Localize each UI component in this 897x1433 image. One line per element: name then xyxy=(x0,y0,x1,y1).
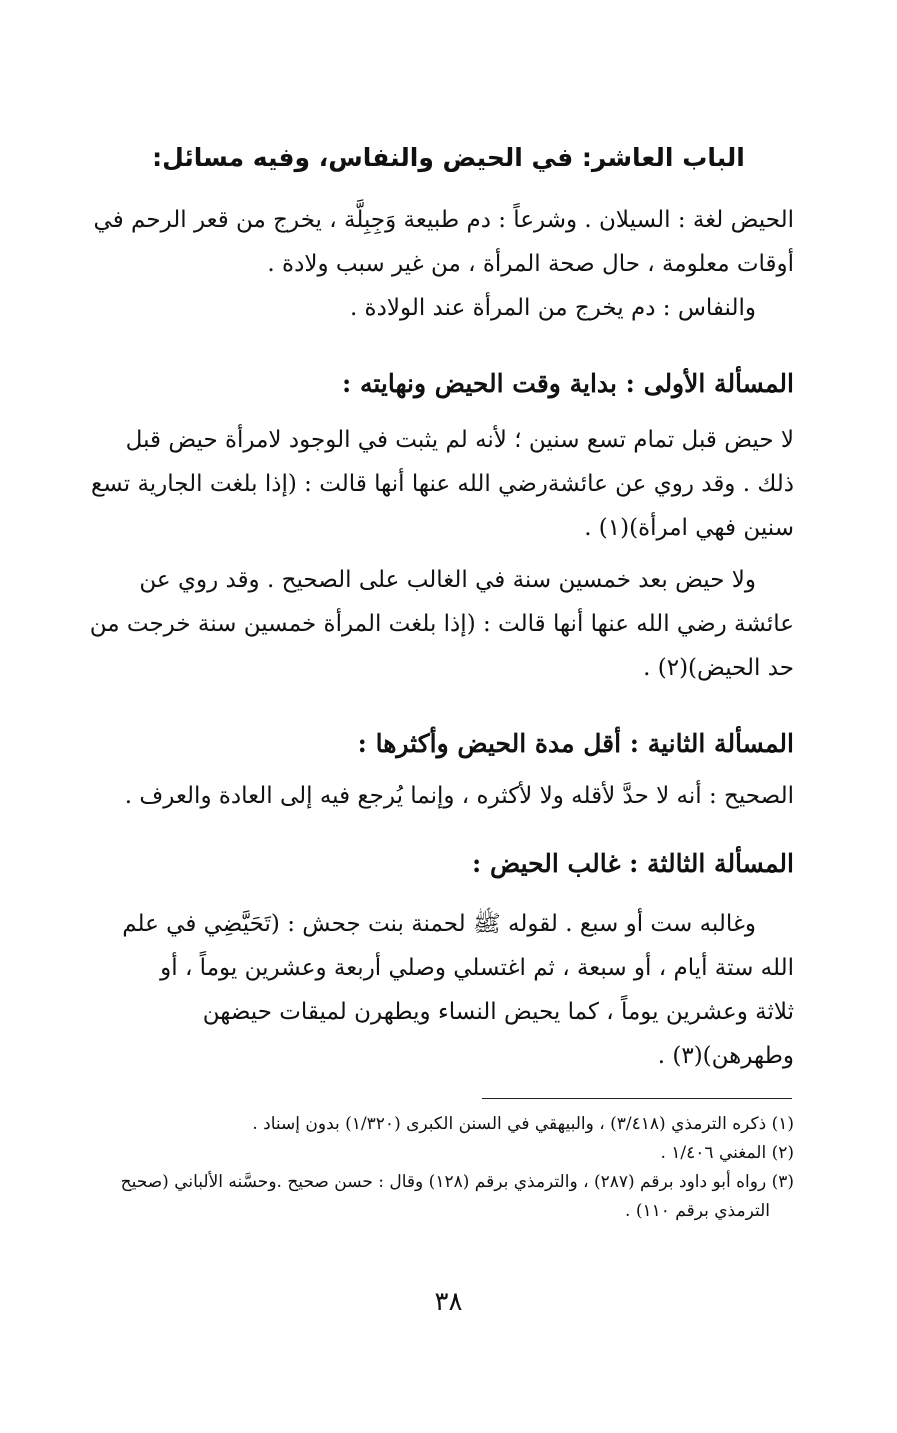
paragraph-line: حد الحيض)(٢) . xyxy=(643,655,794,681)
page-number: ٣٨ xyxy=(434,1287,463,1317)
footnote-2: (٢) المغني ١/٤٠٦ . xyxy=(660,1143,794,1163)
paragraph-line: وطهرهن)(٣) . xyxy=(657,1043,794,1069)
issue2-paragraph xyxy=(82,774,794,818)
issue1-paragraph1 xyxy=(82,418,794,550)
paragraph-line: لا حيض قبل تمام تسع سنين ؛ لأنه لم يثبت في الوجود لامرأة حيض قبل xyxy=(125,427,794,453)
definition-line: أوقات معلومة ، حال صحة المرأة ، من غير سبب ولادة . xyxy=(267,251,794,277)
issue1-heading: المسألة الأولى : بداية وقت الحيض ونهايته : xyxy=(342,369,794,398)
issue3-paragraph xyxy=(82,902,794,1078)
issue2-heading: المسألة الثانية : أقل مدة الحيض وأكثرها : xyxy=(357,729,794,758)
footnote-3-continued: الترمذي برقم ١١٠) . xyxy=(625,1201,770,1221)
paragraph-line: الله ستة أيام ، أو سبعة ، ثم اغتسلي وصلي أربعة وعشرين يوماً ، أو xyxy=(160,955,794,981)
definitions-paragraph xyxy=(82,198,794,330)
footnotes xyxy=(82,1110,794,1226)
paragraph-line: عائشة رضي الله عنها أنها قالت : (إذا بلغت المرأة خمسين سنة خرجت من xyxy=(89,611,794,637)
paragraph-line: ولا حيض بعد خمسين سنة في الغالب على الصحيح . وقد روي عن xyxy=(139,567,756,593)
paragraph-line: ذلك . وقد روي عن عائشةرضي الله عنها أنها قالت : (إذا بلغت الجارية تسع xyxy=(90,471,794,497)
issue1-paragraph2 xyxy=(82,558,794,690)
paragraph-line: الصحيح : أنه لا حدَّ لأقله ولا لأكثره ، وإنما يُرجع فيه إلى العادة والعرف . xyxy=(124,783,794,809)
footnote-separator xyxy=(482,1098,792,1099)
definition-line: الحيض لغة : السيلان . وشرعاً : دم طبيعة وَجِبِلَّة ، يخرج من قعر الرحم في xyxy=(93,207,794,233)
nifas-definition: والنفاس : دم يخرج من المرأة عند الولادة . xyxy=(349,295,756,321)
footnote-1: (١) ذكره الترمذي (٣/٤١٨) ، والبيهقي في السنن الكبرى (١/٣٢٠) بدون إسناد . xyxy=(252,1114,794,1134)
footnote-3: (٣) رواه أبو داود برقم (٢٨٧) ، والترمذي برقم (١٢٨) وقال : حسن صحيح .وحسَّنه الألباني (صحيح xyxy=(120,1172,794,1192)
paragraph-line: سنين فهي امرأة)(١) . xyxy=(584,515,794,541)
paragraph-line: ثلاثة وعشرين يوماً ، كما يحيض النساء ويطهرن لميقات حيضهن xyxy=(202,999,794,1025)
paragraph-line: وغالبه ست أو سبع . لقوله ﷺ لحمنة بنت جحش : (تَحَيَّضِي في علم xyxy=(122,911,756,937)
chapter-title: الباب العاشر: في الحيض والنفاس، وفيه مسائل: xyxy=(152,143,745,172)
issue3-heading: المسألة الثالثة : غالب الحيض : xyxy=(472,849,794,878)
